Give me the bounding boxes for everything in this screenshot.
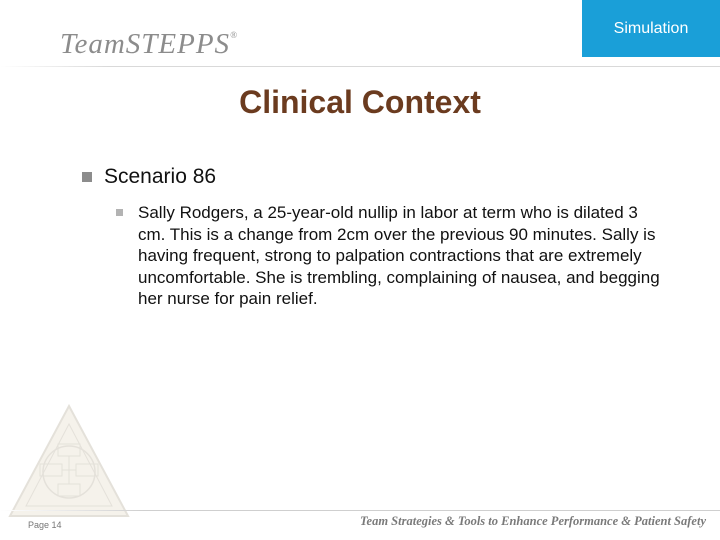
bullet-level-1-text: Scenario 86: [104, 165, 217, 188]
section-badge: Simulation: [582, 0, 720, 57]
footer-tagline: Team Strategies & Tools to Enhance Performance & Patient Safety: [360, 514, 706, 528]
bullet-level-1: [82, 165, 216, 189]
header-divider: [0, 66, 720, 67]
page-number: Page 14: [28, 520, 62, 530]
logo-text: TeamSTEPPS: [60, 28, 231, 60]
slide-title: Clinical Context: [239, 84, 481, 120]
registered-mark: ®: [230, 30, 238, 40]
bullet-level-2: [116, 202, 661, 310]
square-bullet-icon: [116, 209, 123, 216]
square-bullet-icon: [82, 172, 92, 182]
footer-divider: [0, 510, 720, 511]
teamstepps-logo: [60, 28, 238, 61]
bullet-level-2-text: Sally Rodgers, a 25-year-old nullip in labor at term who is dilated 3 cm. This is a change from 2cm over the previous 90 minutes. Sally is having frequent, strong to palpation contractions that are extremely uncomfortable. She is trembling, complaining of nausea, and begging her nurse for pain relief.: [138, 203, 660, 308]
teamstepps-triangle-emblem: [6, 402, 132, 520]
